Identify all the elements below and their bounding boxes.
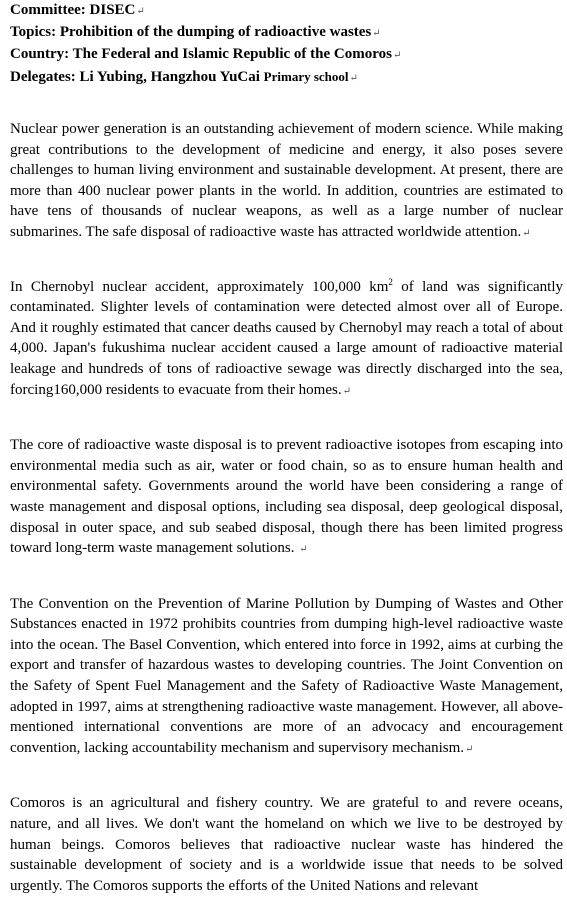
country-line: [10, 44, 563, 66]
paragraph-mark-icon: ↵: [372, 28, 381, 39]
paragraph-text: Nuclear power generation is an outstanding achievement of modern science. While making great contributions to the development of medicine and energy, it also poses severe challenges to human living environment and sustainable development. At present, there are more than 400 nuclear power plants in the world. In addition, countries are estimated to have tens of thousands of nuclear weapons, as well as a large number of nuclear submarines. The safe disposal of radioactive waste has attracted worldwide attention.: [10, 121, 563, 240]
paragraph-text: Comoros is an agricultural and fishery country. We are grateful to and revere oceans, nature, and all lives. We don't want the homeland on which we live to be destroyed by human beings. Comoros believes that radioactive nuclear waste has hindered the sustainable development of society and is a worldwide issue that needs to be solved urgently. The Comoros supports the efforts of the United Nations and relevant: [10, 795, 563, 894]
committee-line: [10, 0, 563, 22]
superscript-two: 2: [388, 276, 393, 287]
paragraph-waste-disposal: [10, 435, 563, 561]
country-label: Country:: [10, 46, 73, 62]
paragraph-mark-icon: ↵: [136, 6, 145, 17]
paragraph-nuclear-power: [10, 119, 563, 245]
delegates-text: Delegates: Li Yubing, Hangzhou YuCai: [10, 69, 264, 85]
paragraph-mark-icon: ↵: [342, 385, 351, 397]
country-text: The Federal and Islamic Republic of the Comoros: [72, 46, 392, 62]
position-paper-header: [10, 0, 563, 89]
paragraph-chernobyl: [10, 277, 563, 403]
committee-text: Committee: DISEC: [10, 2, 136, 18]
paragraph-mark-icon: ↵: [299, 544, 308, 556]
paragraph-text: of land was significantly contaminated. Slighter levels of contamination were detected almost over all of Europe. And it roughly estimated that cancer deaths caused by Chernobyl may reach a total of about 4,000. Japan's fukushima nuclear accident caused a large amount of radioactive material leakage and hundreds of tons of radioactive sewage was directly discharged into the sea, forcing160,000 residents to evacuate from their homes.: [10, 278, 563, 398]
paragraph-text: The Convention on the Prevention of Marine Pollution by Dumping of Wastes and Other Substances enacted in 1972 prohibits countries from dumping high-level radioactive waste into the ocean. The Basel Convention, which entered into force in 1992, aims at curbing the export and transfer of hazardous wastes to developing countries. The Joint Convention on the Safety of Spent Fuel Management and the Safety of Radioactive Waste Management, adopted in 1997, aims at strengthening radioactive waste management. However, all above-mentioned international conventions are more of an advocacy and encouragement convention, lacking accountability mechanism and supervisory mechanism.: [10, 595, 563, 756]
paragraph-mark-icon: ↵: [465, 743, 474, 755]
delegates-school-text: Primary school: [263, 69, 349, 84]
paragraph-mark-icon: ↵: [522, 227, 531, 239]
paragraph-conventions: [10, 594, 563, 761]
delegates-line: [10, 66, 563, 89]
topics-line: [10, 22, 563, 44]
paragraph-text: In Chernobyl nuclear accident, approximately 100,000 km: [10, 278, 389, 295]
paragraph-mark-icon: ↵: [392, 50, 402, 61]
paragraph-comoros-position: [10, 793, 563, 896]
topics-text: Topics: Prohibition of the dumping of radioactive wastes: [10, 24, 372, 40]
paragraph-mark-icon: ↵: [349, 73, 358, 84]
paragraph-text: The core of radioactive waste disposal is to prevent radioactive isotopes from escaping into environmental media such as air, water or food chain, so as to ensure human health and environmental safety. Governments around the world have been considering a range of waste management and disposal options, including sea disposal, deep geological disposal, disposal in outer space, and sub seabed disposal, though there has been limited progress toward long-term waste management solutions.: [10, 437, 563, 557]
